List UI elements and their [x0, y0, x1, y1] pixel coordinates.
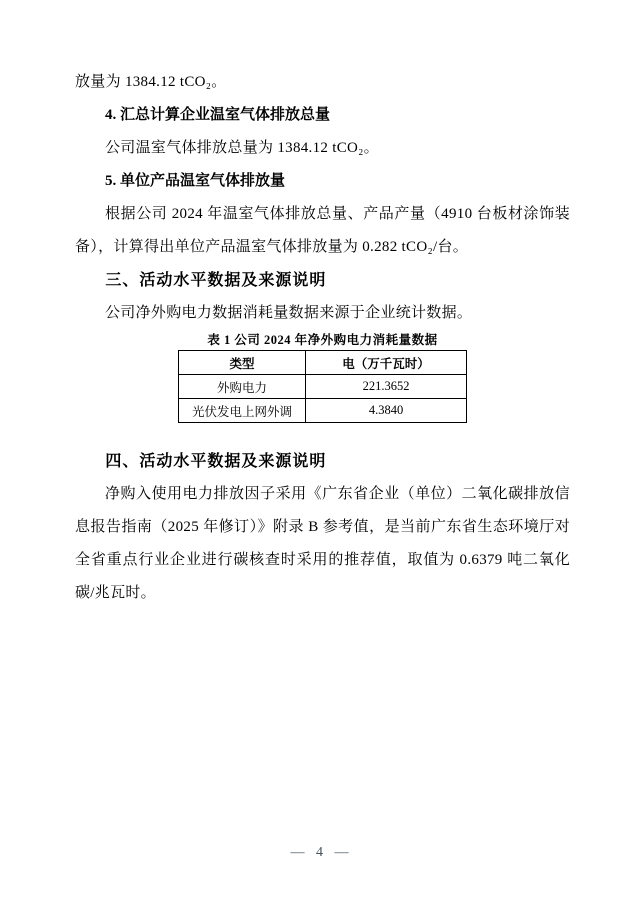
table-row: [179, 375, 467, 399]
heading-section-4: 四、活动水平数据及来源说明: [105, 453, 327, 470]
table-header-electricity: 电（万千瓦时）: [306, 351, 467, 375]
table-caption: 表 1 公司 2024 年净外购电力消耗量数据: [207, 333, 438, 347]
paragraph-emission-factor: 净购入使用电力排放因子采用《广东省企业（单位）二氧化碳排放信息报告指南（2025 年修订）》附录 B 参考值，是当前广东省生态环境厅对全省重点行业企业进行碳核查时采用的推荐值，取值为 0.6379 吨二氧化碳/兆瓦时。: [75, 486, 570, 601]
table-cell-value: 221.3652: [306, 375, 467, 399]
paragraph-continuation: 放量为 1384.12 tCO₂。: [75, 74, 227, 90]
heading-item-4: 4. 汇总计算企业温室气体排放总量: [105, 107, 331, 123]
paragraph-activity-data: 公司净外购电力数据消耗量数据来源于企业统计数据。: [105, 305, 473, 321]
paragraph-unit-emissions: 根据公司 2024 年温室气体排放总量、产品产量（4910 台板材涂饰装备），计算得出单位产品温室气体排放量为 0.282 tCO₂/台。: [75, 206, 570, 255]
heading-item-5: 5. 单位产品温室气体排放量: [105, 173, 286, 189]
electricity-consumption-table: [178, 350, 467, 423]
table-cell-type: 外购电力: [179, 375, 306, 399]
table-row: [179, 399, 467, 423]
table-cell-type: 光伏发电上网外调: [179, 399, 306, 423]
heading-section-3: 三、活动水平数据及来源说明: [105, 272, 327, 289]
table-header-type: 类型: [179, 351, 306, 375]
table-header-row: [179, 351, 467, 375]
paragraph-total-emissions: 公司温室气体排放总量为 1384.12 tCO₂。: [105, 140, 379, 156]
table-cell-value: 4.3840: [306, 399, 467, 423]
page-number: — 4 —: [290, 845, 353, 860]
